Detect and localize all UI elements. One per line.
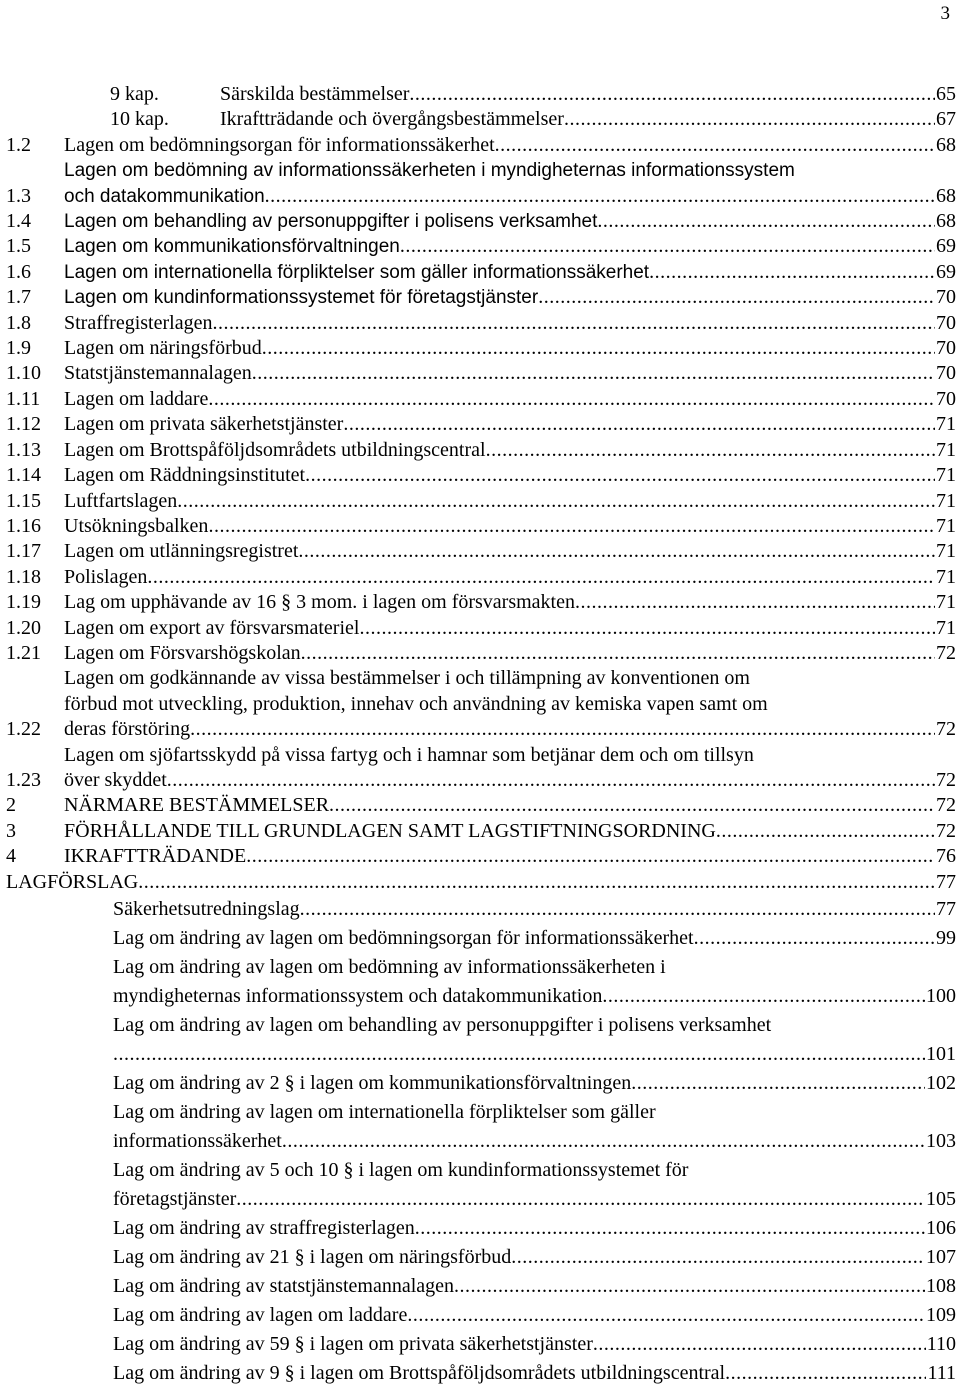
- toc-entry-title-line: Lagen om export av försvarsmateriel: [64, 616, 360, 639]
- toc-entry-number: 1.16: [6, 514, 41, 537]
- toc-entry-title-line: Lag om ändring av statstjänstemannalagen: [113, 1275, 455, 1297]
- dot-leader: [454, 1272, 925, 1301]
- toc-entry-page: 100: [926, 985, 956, 1007]
- toc-entry-title-line: över skyddet: [64, 768, 167, 791]
- toc-entry[interactable]: [6, 514, 956, 539]
- toc-entry[interactable]: [6, 539, 956, 564]
- toc-entry-page: 72: [936, 718, 956, 741]
- toc-entry-title-line: Lag om ändring av straffregisterlagen: [113, 1217, 415, 1239]
- toc-entry[interactable]: [6, 260, 956, 285]
- toc-entry-number: 1.9: [6, 337, 31, 360]
- toc-entry-page: 71: [936, 591, 956, 614]
- toc-entry-page: 103: [926, 1130, 956, 1152]
- toc-entry-title: [64, 234, 956, 259]
- toc-entry-title-line: Lagen om bedömningsorgan för informationssäkerhet: [64, 133, 495, 156]
- toc-entry-page: 72: [936, 819, 956, 842]
- toc-entry-page: 71: [936, 540, 956, 563]
- toc-entry-title-line: Lag om ändring av lagen om laddare: [113, 1304, 408, 1326]
- toc-entry-title-line: LAGFÖRSLAG: [6, 870, 139, 893]
- toc-entry-title-line: Lag om ändring av lagen om bedömning av informationssäkerheten i: [113, 956, 666, 978]
- toc-entry-page: 99: [936, 927, 956, 949]
- toc-entry-number: 1.10: [6, 362, 41, 385]
- dot-leader: [298, 539, 935, 564]
- toc-entry-title-line: Lag om ändring av 59 § i lagen om privata säkerhetstjänster: [113, 1333, 593, 1355]
- toc-entry-title: [113, 1011, 956, 1069]
- toc-entry-number: 1.3: [6, 184, 31, 207]
- toc-entry-title: [64, 158, 956, 209]
- toc-entry-number: 9 kap.: [110, 83, 159, 105]
- toc-entry-title-line: Lagen om behandling av personuppgifter i polisens verksamhet: [64, 211, 598, 233]
- toc-entry-title: [64, 819, 956, 844]
- toc-entry-title-line: förbud mot utveckling, produktion, innehav och användning av kemiska vapen samt om: [64, 692, 768, 715]
- toc-entry-title-line: Lag om ändring av 9 § i lagen om Brottspåföljdsområdets utbildningscentral: [113, 1362, 726, 1384]
- toc-entry-title-line: Lag om ändring av lagen om internationella förpliktelser som gäller: [113, 1101, 656, 1123]
- toc-entry[interactable]: [6, 870, 956, 895]
- toc-entry-page: 71: [936, 464, 956, 487]
- toc-entry-title: [113, 895, 956, 924]
- toc-entry[interactable]: [6, 743, 956, 794]
- toc-entry-title: [64, 489, 956, 514]
- toc-entry[interactable]: [6, 1011, 956, 1069]
- toc-entry[interactable]: [6, 1243, 956, 1272]
- toc-entry-title: [64, 133, 956, 158]
- toc-entry[interactable]: [6, 1214, 956, 1243]
- toc-entry-number: 1.15: [6, 489, 41, 512]
- toc-entry-title: [64, 539, 956, 564]
- toc-entry[interactable]: [6, 133, 956, 158]
- toc-entry-title: [64, 565, 956, 590]
- dot-leader: [575, 590, 935, 615]
- toc-entry-page: 68: [936, 184, 956, 207]
- toc-entry[interactable]: [6, 285, 956, 310]
- toc-entry-title-line: Lagen om kommunikationsförvaltningen: [64, 236, 400, 258]
- toc-entry[interactable]: [6, 1359, 956, 1388]
- toc-entry-title-line: Straffregisterlagen: [64, 311, 213, 334]
- dot-leader: [511, 1243, 925, 1272]
- dot-leader: [649, 260, 935, 285]
- toc-entry-title: [220, 107, 956, 132]
- dot-leader: [208, 387, 935, 412]
- toc-entry-page: 70: [936, 286, 956, 309]
- toc-entry[interactable]: [6, 361, 956, 386]
- toc-entry-title-line: Säkerhetsutredningslag: [113, 898, 300, 920]
- dot-leader: [409, 82, 935, 107]
- toc-entry-title-line: Lag om ändring av lagen om behandling av personuppgifter i polisens verksamhet: [113, 1014, 772, 1036]
- dot-leader: [190, 717, 935, 742]
- dot-leader: [359, 616, 935, 641]
- dot-leader: [725, 1359, 926, 1388]
- dot-leader: [167, 768, 935, 793]
- toc-entry-title-line: Statstjänstemannalagen: [64, 362, 252, 385]
- toc-entry-title-line: Särskilda bestämmelser: [220, 83, 410, 105]
- toc-entry[interactable]: [6, 953, 956, 1011]
- dot-leader: [147, 565, 935, 590]
- toc-entry[interactable]: [6, 1069, 956, 1098]
- toc-entry-number: 1.18: [6, 565, 41, 588]
- toc-entry-page: 72: [936, 768, 956, 791]
- toc-entry-number: 1.14: [6, 464, 41, 487]
- dot-leader: [495, 133, 935, 158]
- toc-entry-title-line: Lag om upphävande av 16 § 3 mom. i lagen om försvarsmakten: [64, 591, 575, 614]
- toc-entry-page: 72: [936, 794, 956, 817]
- toc-entry[interactable]: [6, 844, 956, 869]
- toc-entry-page: 109: [926, 1304, 956, 1326]
- toc-entry-page: 77: [936, 870, 956, 893]
- toc-entry-title-line: Lagen om Brottspåföljdsområdets utbildningscentral: [64, 438, 486, 461]
- dot-leader: [400, 234, 935, 259]
- toc-entry-title: [113, 924, 956, 953]
- toc-entry-title-line: företagstjänster: [113, 1188, 237, 1210]
- toc-entry[interactable]: [6, 590, 956, 615]
- toc-entry-title-line: informationssäkerhet: [113, 1130, 282, 1152]
- toc-entry-page: 101: [926, 1043, 956, 1065]
- toc-entry-number: 4: [6, 845, 16, 868]
- toc-entry-page: 71: [936, 438, 956, 461]
- toc-entry-title: [64, 285, 956, 310]
- toc-entry-title-line: Lagen om Räddningsinstitutet: [64, 464, 306, 487]
- toc-entry-title-line: Lagen om privata säkerhetstjänster: [64, 413, 344, 436]
- toc-entry-number: 1.2: [6, 133, 31, 156]
- toc-entry[interactable]: [6, 641, 956, 666]
- toc-entry-page: 71: [936, 489, 956, 512]
- toc-entry[interactable]: [6, 209, 956, 234]
- dot-leader: [631, 1069, 925, 1098]
- toc-entry-title: [113, 1156, 956, 1214]
- toc-entry-page: 65: [936, 83, 956, 105]
- toc-entry[interactable]: [6, 1272, 956, 1301]
- toc-entry[interactable]: [6, 387, 956, 412]
- dot-leader: [716, 819, 935, 844]
- toc-entry-title: [113, 1069, 956, 1098]
- toc-entry-title-line: och datakommunikation: [64, 185, 265, 207]
- toc-entry-page: 70: [936, 362, 956, 385]
- toc-entry[interactable]: [6, 1301, 956, 1330]
- toc-entry-page: 72: [936, 641, 956, 664]
- dot-leader: [208, 514, 935, 539]
- toc-entry[interactable]: [6, 1330, 956, 1359]
- toc-entry-page: 110: [926, 1333, 956, 1355]
- toc-entry-number: 1.6: [6, 260, 31, 283]
- toc-entry-title: [113, 1330, 956, 1359]
- toc-entry[interactable]: [6, 924, 956, 953]
- toc-entry-page: 76: [936, 845, 956, 868]
- toc-entry[interactable]: [6, 158, 956, 209]
- toc-entry-title: [64, 412, 956, 437]
- toc-entry[interactable]: [6, 82, 956, 107]
- dot-leader: [538, 285, 935, 310]
- toc-entry-title-line: Lagen om näringsförbud: [64, 337, 262, 360]
- toc-entry[interactable]: [6, 616, 956, 641]
- toc-entry[interactable]: [6, 666, 956, 742]
- toc-entry[interactable]: [6, 565, 956, 590]
- toc-entry-title-line: Lag om ändring av 5 och 10 § i lagen om kundinformationssystemet för: [113, 1159, 689, 1181]
- dot-leader: [265, 184, 935, 209]
- toc-entry-title: [64, 743, 956, 794]
- toc-entry-title-line: Lagen om sjöfartsskydd på vissa fartyg och i hamnar som betjänar dem och om tillsyn: [64, 743, 754, 766]
- toc-entry-title-line: Lagen om bedömning av informationssäkerheten i myndigheternas informationssystem: [64, 160, 795, 182]
- page-number: 3: [940, 3, 950, 24]
- toc-entry[interactable]: [6, 1156, 956, 1214]
- dot-leader: [329, 793, 935, 818]
- toc-entry-title-line: Lagen om laddare: [64, 387, 209, 410]
- dot-leader: [602, 982, 925, 1011]
- toc-entry-page: 69: [936, 260, 956, 283]
- dot-leader: [236, 1185, 925, 1214]
- toc-entry-number: 2: [6, 794, 16, 817]
- toc-entry-title-line: Lagen om utlänningsregistret: [64, 540, 299, 563]
- table-of-contents: [6, 82, 956, 1388]
- toc-entry-number: 10 kap.: [110, 108, 169, 131]
- dot-leader: [113, 1040, 925, 1069]
- toc-entry-title-line: myndigheternas informationssystem och datakommunikation: [113, 985, 603, 1007]
- toc-entry-title-line: Lagen om Försvarshögskolan: [64, 641, 301, 664]
- toc-entry-page: 71: [936, 616, 956, 639]
- toc-entry-title: [64, 361, 956, 386]
- dot-leader: [138, 870, 935, 895]
- dot-leader: [177, 489, 935, 514]
- toc-entry[interactable]: [6, 412, 956, 437]
- toc-entry-page: 107: [926, 1246, 956, 1268]
- toc-entry[interactable]: [6, 489, 956, 514]
- toc-entry-page: 70: [936, 311, 956, 334]
- toc-entry-title: [64, 641, 956, 666]
- toc-entry-title-line: Lag om ändring av 21 § i lagen om näringsförbud: [113, 1246, 512, 1268]
- toc-entry-title-line: Lag om ändring av lagen om bedömningsorgan för informationssäkerhet: [113, 927, 694, 949]
- toc-entry-number: 1.20: [6, 616, 41, 639]
- toc-entry-title-line: FÖRHÅLLANDE TILL GRUNDLAGEN SAMT LAGSTIFTNINGSORDNING: [64, 819, 716, 842]
- toc-entry-title-line: Utsökningsbalken: [64, 514, 209, 537]
- dot-leader: [486, 438, 935, 463]
- toc-entry-title-line: NÄRMARE BESTÄMMELSER: [64, 794, 330, 817]
- toc-entry-title-line: Polislagen: [64, 565, 148, 588]
- toc-entry-page: 70: [936, 337, 956, 360]
- toc-entry-number: 1.21: [6, 641, 41, 664]
- toc-entry-title: [64, 311, 956, 336]
- toc-entry-title: [113, 1301, 956, 1330]
- dot-leader: [564, 107, 935, 132]
- toc-entry-title: [64, 438, 956, 463]
- dot-leader: [262, 336, 935, 361]
- toc-entry-title: [64, 666, 956, 742]
- toc-entry-title-line: Lagen om kundinformationssystemet för företagstjänster: [64, 287, 539, 309]
- dot-leader: [415, 1214, 925, 1243]
- dot-leader: [212, 311, 935, 336]
- toc-entry-page: 102: [926, 1072, 956, 1094]
- toc-entry-title: [64, 590, 956, 615]
- toc-entry[interactable]: [6, 819, 956, 844]
- toc-entry-title: [64, 260, 956, 285]
- toc-entry-page: 68: [936, 210, 956, 233]
- toc-entry-title: [64, 616, 956, 641]
- toc-entry-title: [64, 336, 956, 361]
- toc-entry-title: [64, 793, 956, 818]
- toc-entry-title-line: Lagen om godkännande av vissa bestämmelser i och tillämpning av konventionen om: [64, 667, 750, 690]
- toc-entry-page: 111: [927, 1362, 956, 1384]
- toc-entry-title-line: deras förstöring: [64, 718, 191, 741]
- toc-entry-number: 1.8: [6, 311, 31, 334]
- toc-entry-title: [113, 1214, 956, 1243]
- toc-entry[interactable]: [6, 793, 956, 818]
- toc-entry-number: 1.4: [6, 210, 31, 233]
- toc-entry-title: [64, 463, 956, 488]
- toc-entry-number: 1.7: [6, 286, 31, 309]
- dot-leader: [597, 209, 935, 234]
- toc-entry-title: [64, 387, 956, 412]
- toc-entry-page: 105: [926, 1188, 956, 1210]
- toc-entry-number: 1.13: [6, 438, 41, 461]
- toc-entry-number: 1.22: [6, 718, 41, 741]
- toc-entry-title: [64, 209, 956, 234]
- dot-leader: [246, 844, 935, 869]
- dot-leader: [252, 361, 935, 386]
- toc-entry[interactable]: [6, 336, 956, 361]
- toc-entry-page: 71: [936, 514, 956, 537]
- dot-leader: [300, 895, 935, 924]
- toc-entry-page: 69: [936, 235, 956, 258]
- toc-entry-page: 108: [926, 1275, 956, 1297]
- toc-entry-title-line: Ikraftträdande och övergångsbestämmelser: [220, 108, 564, 131]
- toc-entry-title: [113, 1272, 956, 1301]
- toc-entry-page: 106: [926, 1217, 956, 1239]
- dot-leader: [282, 1127, 925, 1156]
- dot-leader: [343, 412, 935, 437]
- toc-entry-page: 77: [936, 898, 956, 920]
- toc-entry-title: [6, 870, 956, 895]
- toc-entry[interactable]: [6, 895, 956, 924]
- toc-entry[interactable]: [6, 438, 956, 463]
- toc-entry-title: [64, 844, 956, 869]
- toc-entry-number: 3: [6, 819, 16, 842]
- toc-entry-title: [113, 1359, 956, 1388]
- toc-entry-title-line: Lagen om internationella förpliktelser som gäller informationssäkerhet: [64, 261, 650, 283]
- toc-entry-number: 1.19: [6, 591, 41, 614]
- dot-leader: [694, 924, 935, 953]
- toc-entry-title-line: Luftfartslagen: [64, 489, 178, 512]
- toc-entry-page: 68: [936, 133, 956, 156]
- toc-entry-page: 67: [936, 108, 956, 131]
- toc-entry[interactable]: [6, 234, 956, 259]
- toc-entry-number: 1.5: [6, 235, 31, 258]
- toc-entry-page: 71: [936, 413, 956, 436]
- toc-entry-page: 71: [936, 565, 956, 588]
- toc-entry-number: 1.11: [6, 387, 41, 410]
- toc-entry-number: 1.17: [6, 540, 41, 563]
- dot-leader: [593, 1330, 926, 1359]
- toc-entry-number: 1.23: [6, 768, 41, 791]
- toc-entry-page: 70: [936, 387, 956, 410]
- toc-entry-title: [64, 514, 956, 539]
- toc-entry-title: [220, 82, 956, 107]
- toc-entry-title-line: Lag om ändring av 2 § i lagen om kommunikationsförvaltningen: [113, 1072, 632, 1094]
- toc-entry-title: [113, 1243, 956, 1272]
- dot-leader: [305, 463, 935, 488]
- dot-leader: [407, 1301, 925, 1330]
- toc-entry-title: [113, 1098, 956, 1156]
- toc-entry[interactable]: [6, 1098, 956, 1156]
- dot-leader: [301, 641, 935, 666]
- toc-entry-title: [113, 953, 956, 1011]
- toc-entry[interactable]: [6, 107, 956, 132]
- toc-entry[interactable]: [6, 463, 956, 488]
- toc-entry[interactable]: [6, 311, 956, 336]
- toc-entry-number: 1.12: [6, 413, 41, 436]
- toc-entry-title-line: IKRAFTTRÄDANDE: [64, 845, 247, 868]
